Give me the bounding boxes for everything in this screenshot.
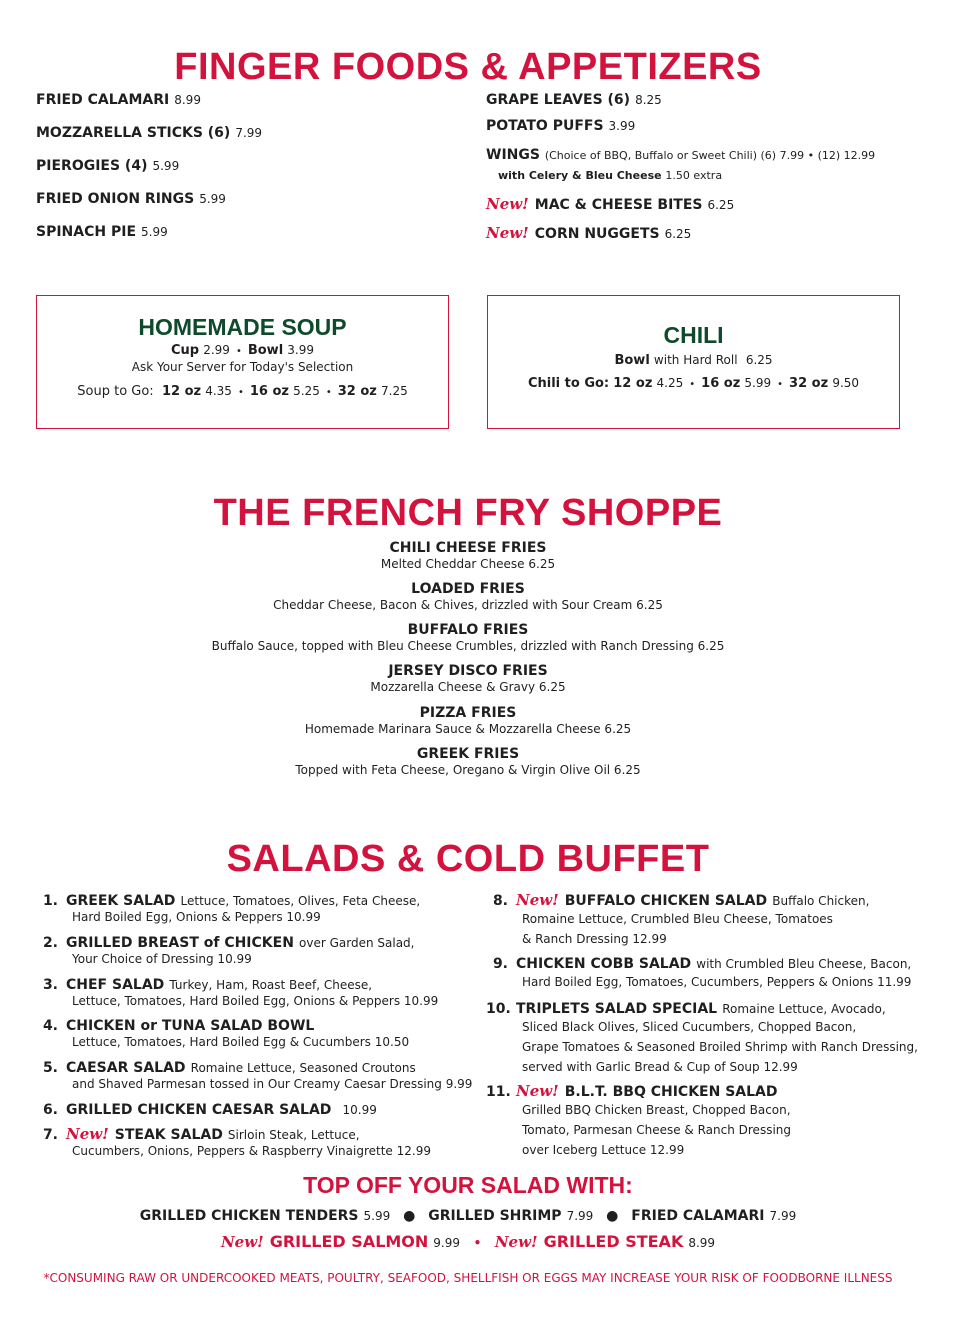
salad-item: 2. GRILLED BREAST of CHICKEN over Garden Salad, Your Choice of Dressing 10.99 bbox=[42, 935, 415, 966]
fry-item: LOADED FRIES Cheddar Cheese, Bacon & Chives, drizzled with Sour Cream 6.25 bbox=[273, 581, 663, 612]
menu-item-new: New! MAC & CHEESE BITES 6.25 bbox=[486, 195, 735, 213]
soup-title: HOMEMADE SOUP bbox=[138, 314, 347, 340]
chili-box bbox=[487, 295, 900, 429]
menu-item-wings: WINGS (Choice of BBQ, Buffalo or Sweet Chili) (6) 7.99 • (12) 12.99 bbox=[486, 147, 876, 163]
topoff-row: GRILLED CHICKEN TENDERS 5.99 ● GRILLED SHRIMP 7.99 ● FRIED CALAMARI 7.99 bbox=[139, 1208, 797, 1224]
salad-item: 7. New! STEAK SALAD Sirloin Steak, Lettuce, Cucumbers, Onions, Peppers & Raspberry Vinaigrette 12.99 bbox=[42, 1125, 431, 1158]
topoff-item: GRILLED SHRIMP 7.99 bbox=[428, 1208, 594, 1224]
salad-item: 4. CHICKEN or TUNA SALAD BOWL Lettuce, Tomatoes, Hard Boiled Egg & Cucumbers 10.50 bbox=[42, 1018, 410, 1049]
fry-item: PIZZA FRIES Homemade Marinara Sauce & Mozzarella Cheese 6.25 bbox=[304, 705, 632, 736]
topoff-item: FRIED CALAMARI 7.99 bbox=[631, 1208, 797, 1224]
fries-title: THE FRENCH FRY SHOPPE bbox=[213, 492, 723, 534]
salad-item: 3. CHEF SALAD Turkey, Ham, Roast Beef, Cheese, Lettuce, Tomatoes, Hard Boiled Egg, Onions & Peppers 10.99 bbox=[42, 977, 439, 1008]
new-badge: New! bbox=[486, 224, 529, 242]
topoff-title: TOP OFF YOUR SALAD WITH: bbox=[303, 1172, 633, 1198]
new-badge: New! bbox=[516, 891, 559, 909]
salad-item: 5. CAESAR SALAD Romaine Lettuce, Seasoned Croutons and Shaved Parmesan tossed in Our Creamy Caesar Dressing 9.99 bbox=[42, 1060, 473, 1091]
menu-item: PIEROGIES (4) 5.99 bbox=[36, 158, 180, 174]
chili-bowl: Bowl with Hard Roll 6.25 bbox=[614, 353, 773, 368]
salad-item: 11. New! B.L.T. BBQ CHICKEN SALAD Grilled BBQ Chicken Breast, Chopped Bacon, Tomato, Parmesan Cheese & Ranch Dressing over Iceberg Lettuce 12.99 bbox=[486, 1082, 791, 1157]
soup-sizes: Cup 2.99 • Bowl 3.99 bbox=[170, 343, 315, 358]
soup-note: Ask Your Server for Today's Selection bbox=[131, 360, 354, 374]
salad-item: 8. New! BUFFALO CHICKEN SALAD Buffalo Chicken, Romaine Lettuce, Crumbled Bleu Cheese, Tomatoes & Ranch Dressing 12.99 bbox=[492, 891, 870, 946]
menu-item: GRAPE LEAVES (6) 8.25 bbox=[486, 92, 662, 108]
topoff-row: New! GRILLED SALMON 9.99 • New! GRILLED STEAK 8.99 bbox=[220, 1232, 716, 1251]
fry-item: GREEK FRIES Topped with Feta Cheese, Oregano & Virgin Olive Oil 6.25 bbox=[295, 746, 641, 777]
new-badge: New! bbox=[66, 1125, 109, 1143]
appetizers-title: FINGER FOODS & APPETIZERS bbox=[174, 46, 762, 88]
food-safety-disclaimer: *CONSUMING RAW OR UNDERCOOKED MEATS, POULTRY, SEAFOOD, SHELLFISH OR EGGS MAY INCREASE YOUR RISK OF FOODBORNE ILLNESS bbox=[43, 1271, 893, 1285]
salads-title: SALADS & COLD BUFFET bbox=[226, 838, 710, 880]
soup-to-go: Soup to Go: 12 oz 4.35 • 16 oz 5.25 • 32 oz 7.25 bbox=[77, 384, 408, 399]
menu-item: FRIED ONION RINGS 5.99 bbox=[36, 191, 226, 207]
new-badge: New! bbox=[516, 1082, 559, 1100]
soup-box bbox=[36, 295, 449, 429]
menu-item: MOZZARELLA STICKS (6) 7.99 bbox=[36, 125, 263, 141]
fry-item: JERSEY DISCO FRIES Mozzarella Cheese & Gravy 6.25 bbox=[370, 663, 566, 694]
menu-item-new: New! CORN NUGGETS 6.25 bbox=[486, 224, 692, 242]
topoff-item: New! GRILLED STEAK 8.99 bbox=[494, 1232, 716, 1251]
menu-item: POTATO PUFFS 3.99 bbox=[486, 118, 636, 134]
salad-item: 9. CHICKEN COBB SALAD with Crumbled Bleu Cheese, Bacon, Hard Boiled Egg, Tomatoes, Cucumbers, Peppers & Onions 11.99 bbox=[492, 956, 912, 989]
salad-item: 6. GRILLED CHICKEN CAESAR SALAD 10.99 bbox=[42, 1102, 377, 1118]
new-badge: New! bbox=[220, 1233, 264, 1251]
fry-item: CHILI CHEESE FRIES Melted Cheddar Cheese 6.25 bbox=[380, 540, 556, 571]
fry-item: BUFFALO FRIES Buffalo Sauce, topped with Bleu Cheese Crumbles, drizzled with Ranch Dressing 6.25 bbox=[211, 622, 725, 653]
menu-item: FRIED CALAMARI 8.99 bbox=[36, 92, 201, 108]
topoff-item: GRILLED CHICKEN TENDERS 5.99 bbox=[139, 1208, 391, 1224]
chili-title: CHILI bbox=[663, 322, 724, 348]
new-badge: New! bbox=[494, 1233, 538, 1251]
salad-item: 1. GREEK SALAD Lettuce, Tomatoes, Olives, Feta Cheese, Hard Boiled Egg, Onions & Peppers 10.99 bbox=[42, 893, 421, 924]
salad-item: 10. TRIPLETS SALAD SPECIAL Romaine Lettuce, Avocado, Sliced Black Olives, Sliced Cucumbers, Chopped Bacon, Grape Tomatoes & Seasoned Broiled Shrimp with Ranch Dressing, served with Garlic Bread & Cup of Soup 12.99 bbox=[486, 1001, 918, 1074]
topoff-item: New! GRILLED SALMON 9.99 bbox=[220, 1232, 461, 1251]
wings-extra: with Celery & Bleu Cheese 1.50 extra bbox=[498, 169, 723, 182]
new-badge: New! bbox=[486, 195, 529, 213]
chili-to-go: Chili to Go: 12 oz 4.25 • 16 oz 5.99 • 32 oz 9.50 bbox=[527, 376, 860, 391]
menu-item: SPINACH PIE 5.99 bbox=[36, 224, 168, 240]
